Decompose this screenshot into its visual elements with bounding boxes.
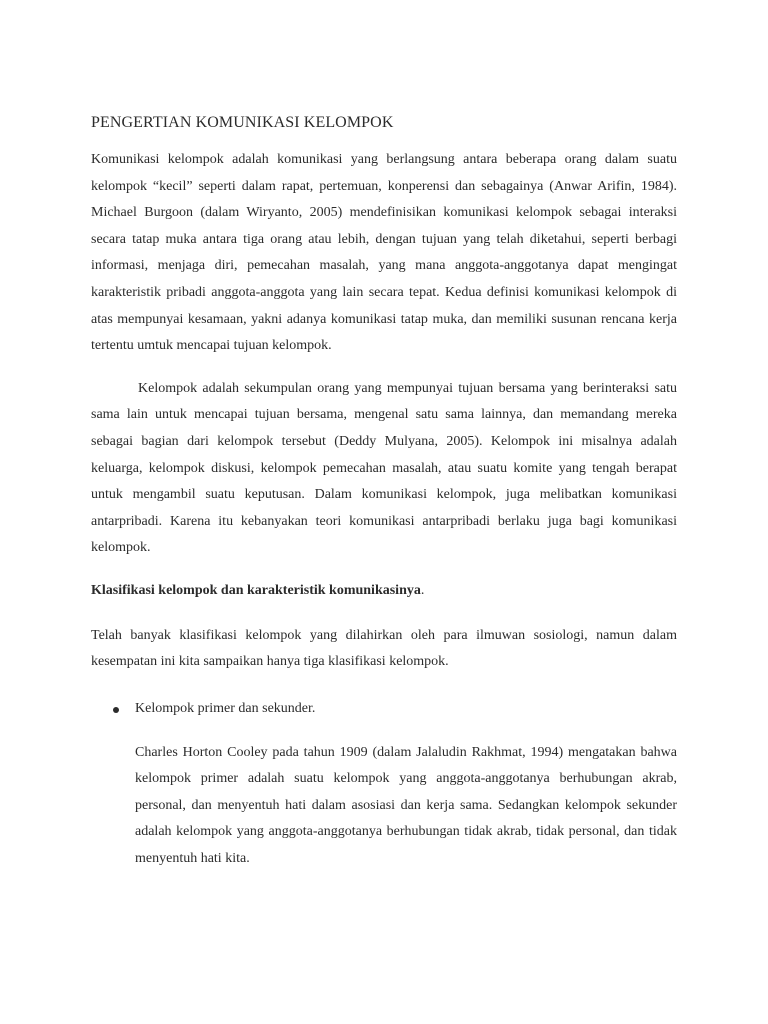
bullet-label: Kelompok primer dan sekunder. xyxy=(135,700,316,716)
paragraph-klasifikasi: Telah banyak klasifikasi kelompok yang dilahirkan oleh para ilmuwan sosiologi, namun dalam kesempatan ini kita sampaikan hanya tiga klasifikasi kelompok. xyxy=(91,627,677,670)
list-item xyxy=(91,696,677,722)
paragraph-kelompok: Kelompok adalah sekumpulan orang yang mempunyai tujuan bersama yang berinteraksi satu sama lain untuk mencapai tujuan bersama, mengenal satu sama lainnya, dan memandang mereka sebagai bagian dari kelompok tersebut (Deddy Mulyana, 2005). Kelompok ini misalnya adalah keluarga, kelompok diskusi, kelompok pemecahan masalah, atau suatu komite yang tengah berapat untuk mengambil suatu keputusan. Dalam komunikasi kelompok, juga melibatkan komunikasi antarpribadi. Karena itu kebanyakan teori komunikasi antarpribadi berlaku juga bagi komunikasi kelompok. xyxy=(91,380,677,556)
section-heading-period: . xyxy=(420,582,425,598)
document-page xyxy=(91,111,677,873)
bullet-list xyxy=(91,696,677,722)
bullet-body-paragraph: Charles Horton Cooley pada tahun 1909 (dalam Jalaludin Rakhmat, 1994) mengatakan bahwa kelompok primer adalah suatu kelompok yang anggota-anggotanya berhubungan akrab, personal, dan menyentuh hati dalam asosiasi dan kerja sama. Sedangkan kelompok sekunder adalah kelompok yang anggota-anggotanya berhubungan tidak akrab, tidak personal, dan tidak menyentuh hati kita. xyxy=(135,744,677,867)
bullet-icon xyxy=(113,707,119,713)
section-heading-text: Klasifikasi kelompok dan karakteristik komunikasinya xyxy=(91,582,421,598)
document-title: PENGERTIAN KOMUNIKASI KELOMPOK xyxy=(91,114,394,131)
section-heading xyxy=(91,578,677,605)
paragraph-definition: Komunikasi kelompok adalah komunikasi yang berlangsung antara beberapa orang dalam suatu kelompok “kecil” seperti dalam rapat, pertemuan, konperensi dan sebagainya (Anwar Arifin, 1984). Michael Burgoon (dalam Wiryanto, 2005) mendefinisikan komunikasi kelompok sebagai interaksi secara tatap muka antara tiga orang atau lebih, dengan tujuan yang telah diketahui, seperti berbagi informasi, menjaga diri, pemecahan masalah, yang mana anggota-anggotanya dapat mengingat karakteristik pribadi anggota-anggota yang lain secara tepat. Kedua definisi komunikasi kelompok di atas mempunyai kesamaan, yakni adanya komunikasi tatap muka, dan memiliki susunan rencana kerja tertentu umtuk mencapai tujuan kelompok. xyxy=(91,152,677,354)
